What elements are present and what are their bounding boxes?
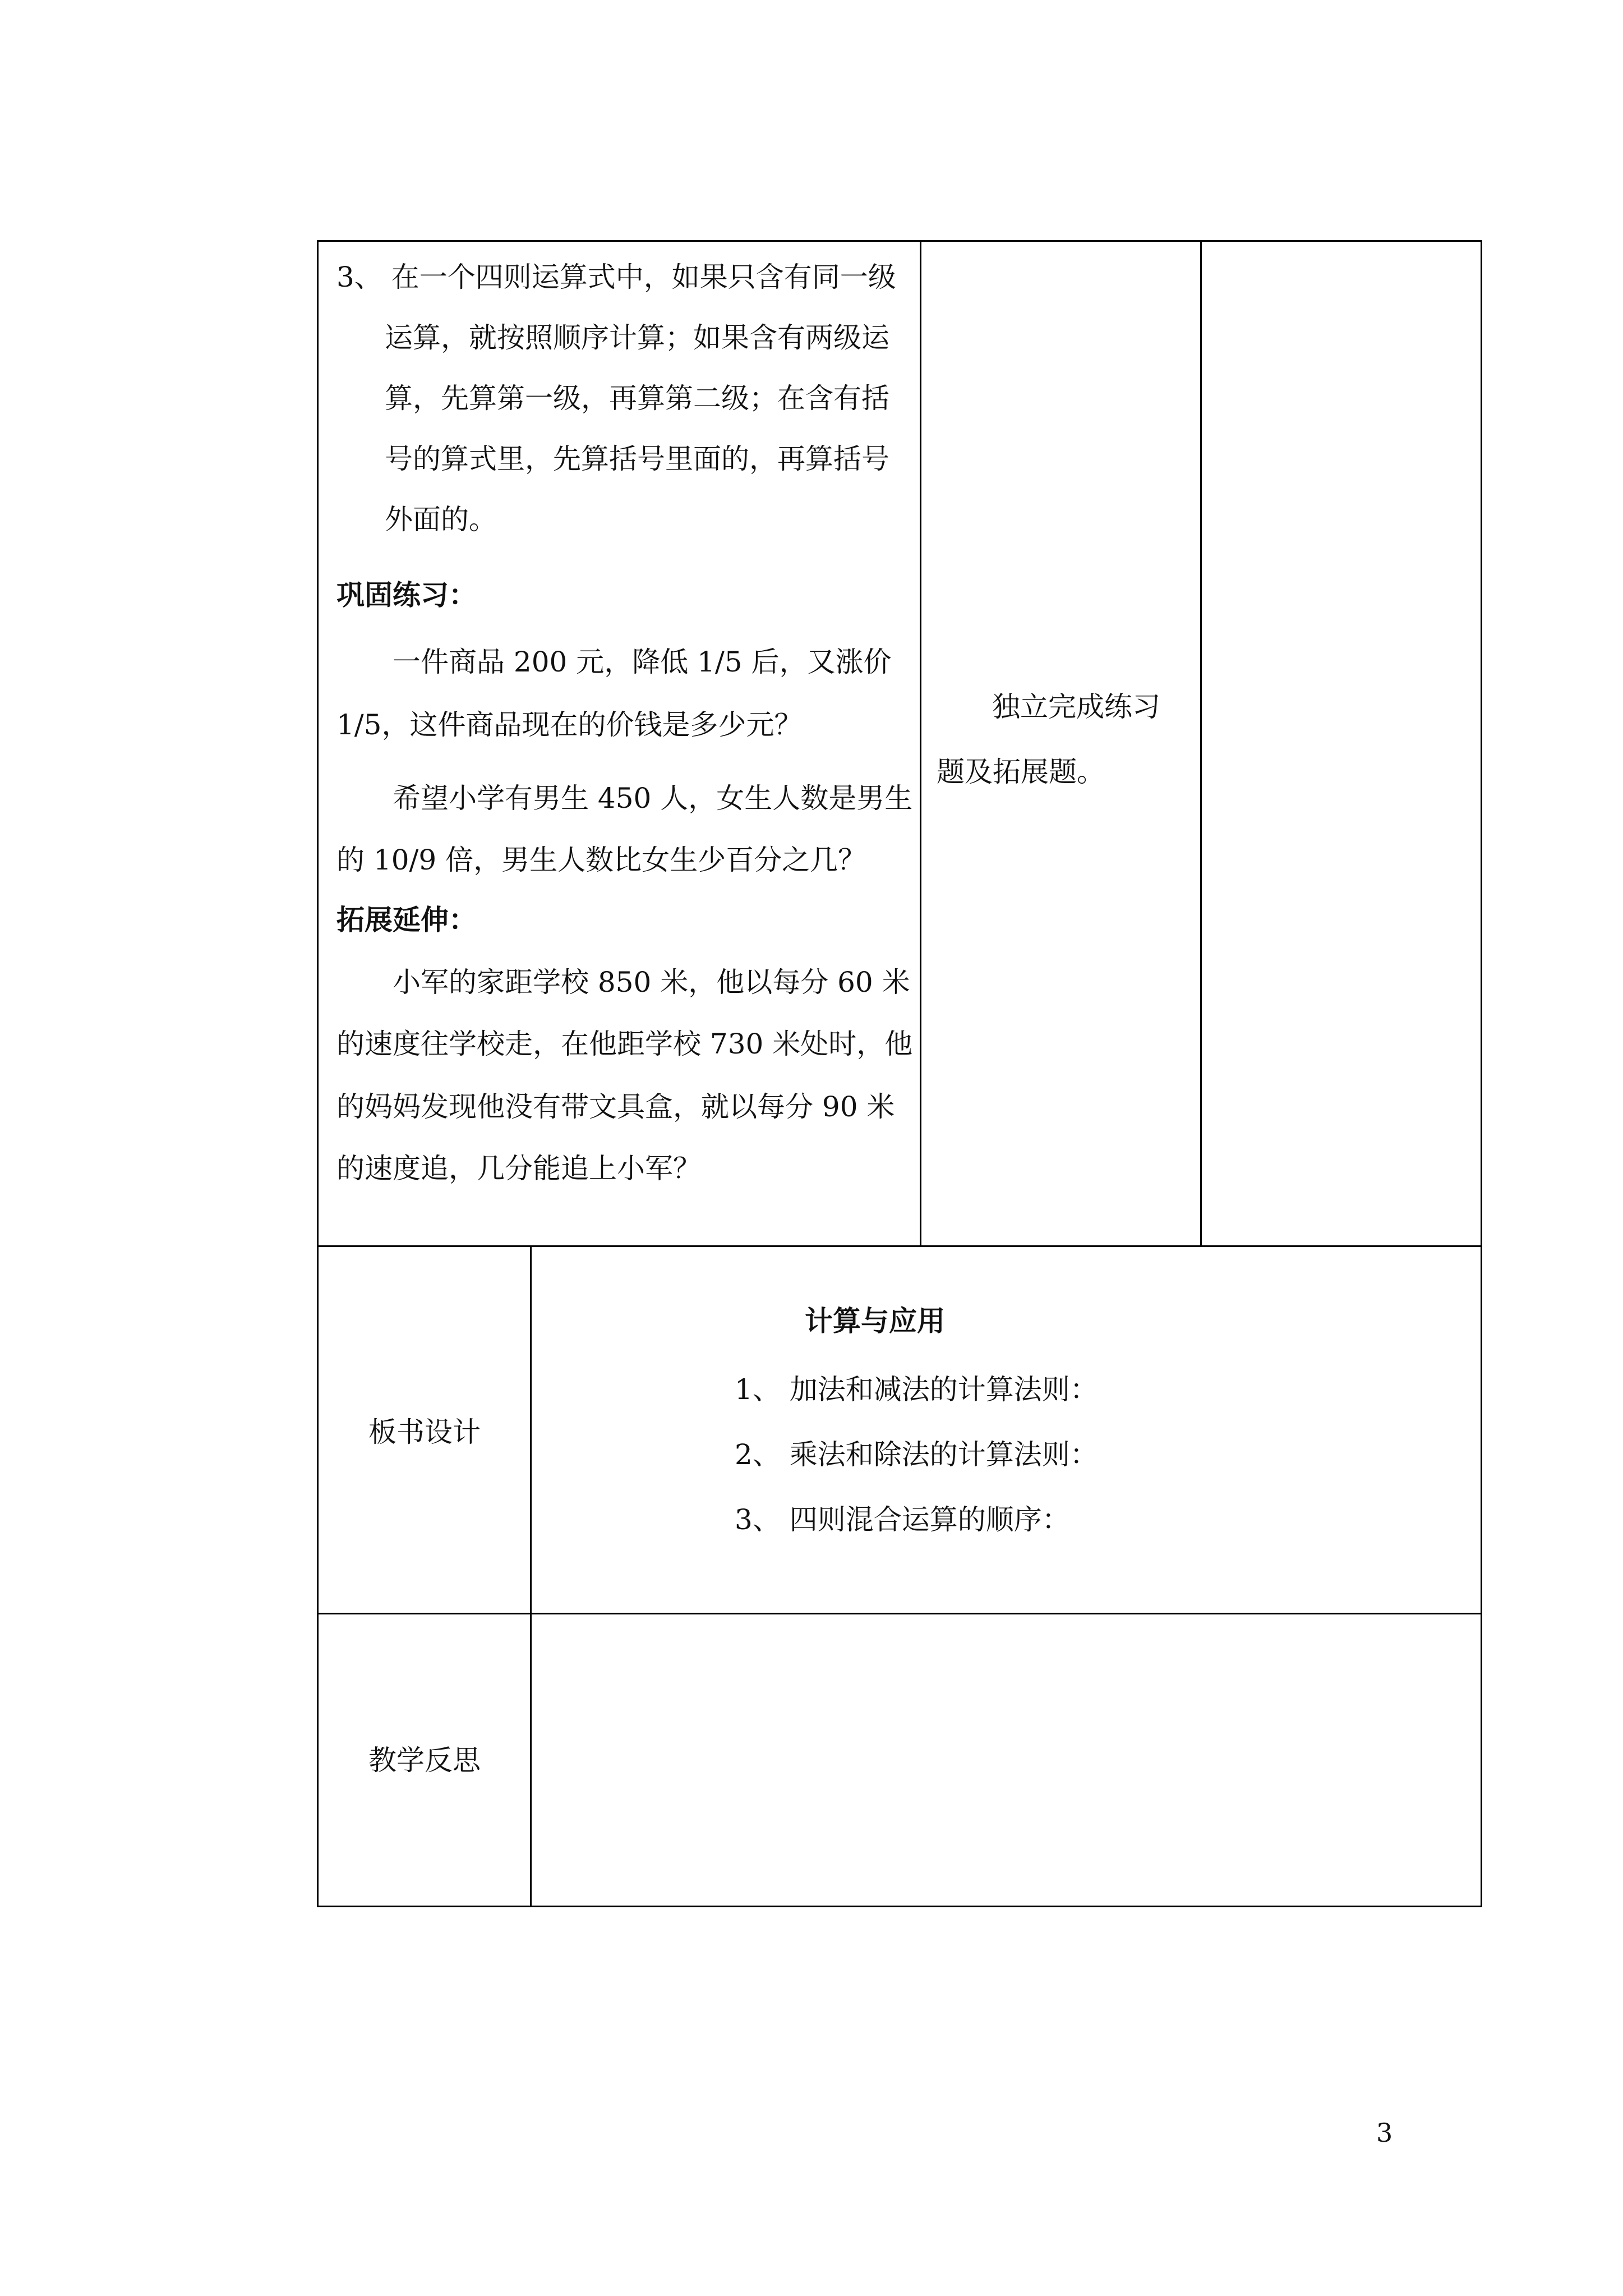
column-divider-2 [1200, 240, 1202, 1246]
practice-1-line-1: 一件商品 200 元，降低 1/5 后，又涨价 [393, 646, 892, 678]
practice-heading: 巩固练习： [336, 578, 477, 611]
rule-3-line-3: 算，先算第一级，再算第二级；在含有括 [385, 382, 889, 415]
board-design-item-3: 3、 四则混合运算的顺序： [735, 1503, 1070, 1536]
table-border-right [1481, 240, 1482, 1907]
extension-line-2: 的速度往学校走，在他距学校 730 米处时，他 [336, 1028, 913, 1060]
row-divider-board [317, 1245, 1482, 1247]
table-border-left [317, 240, 319, 1907]
extension-line-4: 的速度追，几分能追上小军？ [336, 1152, 701, 1185]
rule-3-line-2: 运算，就按照顺序计算；如果含有两级运 [385, 321, 889, 354]
board-design-title: 计算与应用 [805, 1304, 945, 1337]
table-border-top [317, 240, 1482, 242]
reflection-label: 教学反思 [368, 1744, 481, 1777]
page-number: 3 [1376, 2118, 1393, 2148]
column-divider-1 [920, 240, 921, 1246]
extension-line-1: 小军的家距学校 850 米，他以每分 60 米 [393, 966, 910, 999]
label-column-divider [530, 1245, 532, 1907]
rule-3-line-4: 号的算式里，先算括号里面的，再算括号 [385, 443, 889, 475]
practice-2-line-1: 希望小学有男生 450 人，女生人数是男生 [393, 782, 913, 815]
student-activity-line-1: 独立完成练习 [992, 691, 1160, 723]
table-border-bottom [317, 1906, 1482, 1907]
practice-1-line-2: 1/5，这件商品现在的价钱是多少元？ [336, 708, 803, 741]
board-design-label: 板书设计 [368, 1416, 481, 1448]
extension-heading: 拓展延伸： [336, 903, 477, 936]
board-design-item-1: 1、 加法和减法的计算法则： [735, 1373, 1098, 1406]
extension-line-3: 的妈妈发现他没有带文具盒，就以每分 90 米 [336, 1091, 895, 1123]
rule-3-line-1: 3、 在一个四则运算式中，如果只含有同一级 [336, 261, 896, 293]
rule-3-line-5: 外面的。 [385, 503, 497, 536]
student-activity-line-2: 题及拓展题。 [937, 756, 1105, 788]
row-divider-reflection [317, 1613, 1482, 1614]
board-design-item-2: 2、 乘法和除法的计算法则： [735, 1438, 1098, 1471]
practice-2-line-2: 的 10/9 倍，男生人数比女生少百分之几？ [336, 844, 866, 876]
